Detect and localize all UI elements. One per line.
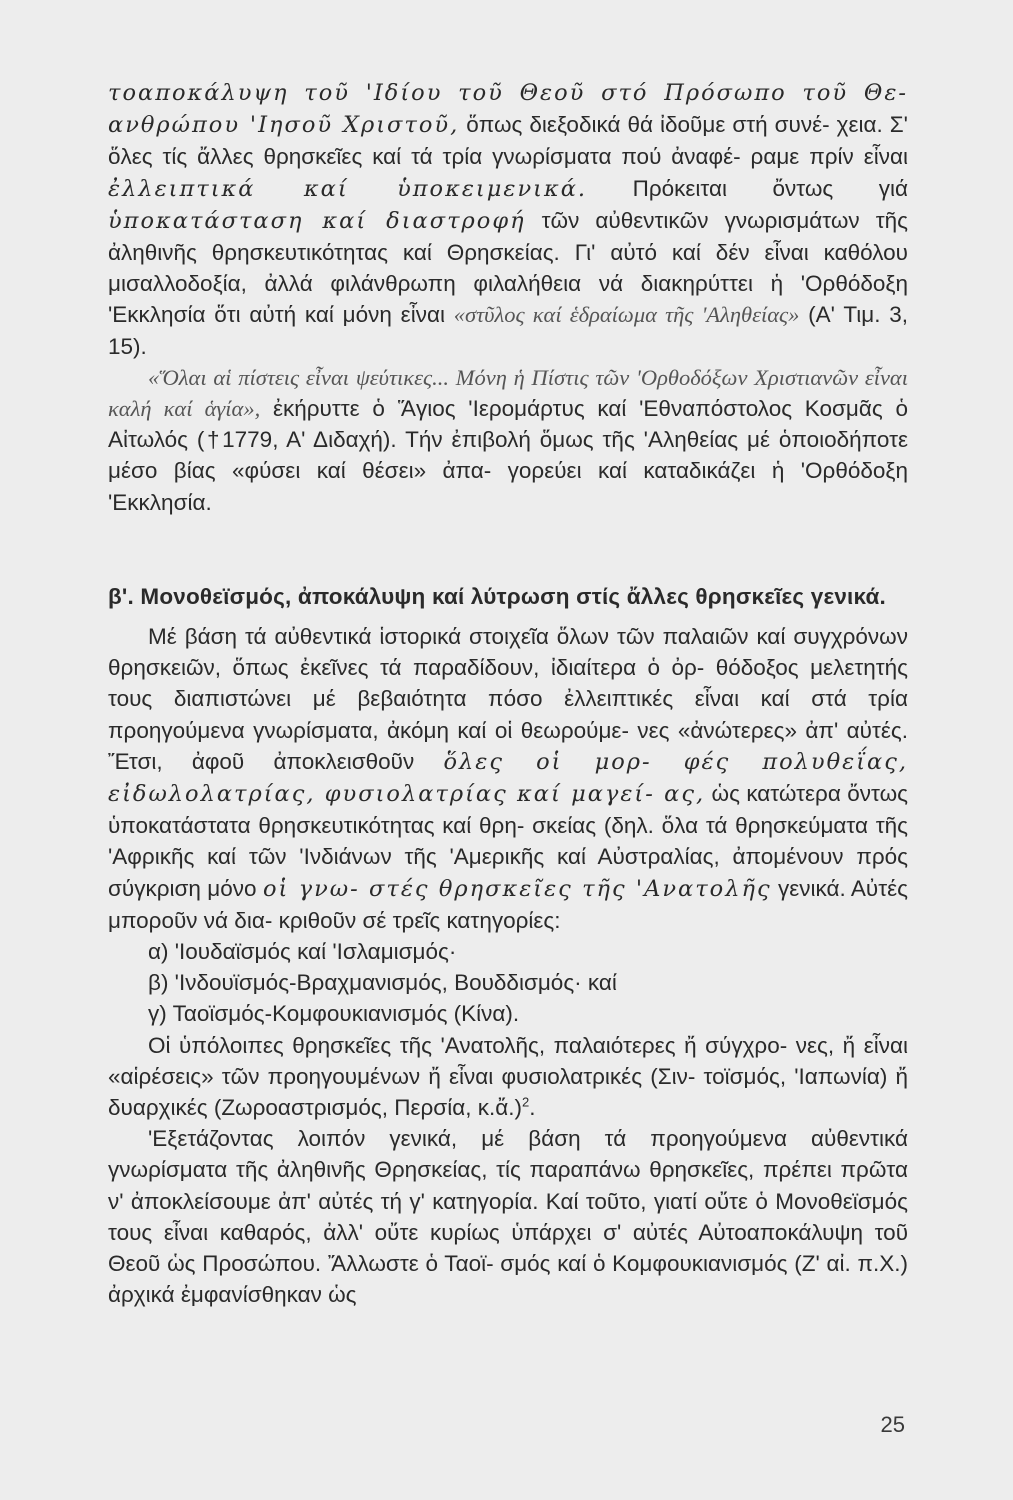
- text-block-bottom: [108, 621, 908, 1310]
- paragraph-3-text-c: γενικά. Αὐτές μποροῦν νά δια- κριθοῦν σέ τρεῖς κατηγορίες:: [108, 875, 908, 933]
- paragraph-1-text-b: Πρόκειται ὄντως γιά: [587, 175, 909, 201]
- paragraph-3-emphasis-b: οἱ γνω- στές θρησκεῖες τῆς 'Ανατολῆς: [262, 875, 772, 902]
- paragraph-1-italic-opening: τοαποκάλυψη τοῦ 'Ιδίου τοῦ Θεοῦ στό Πρόσωπο τοῦ Θε- ανθρώπου 'Ιησοῦ Χριστοῦ,: [108, 80, 908, 139]
- footnote-ref: 2: [521, 1094, 530, 1110]
- paragraph-4-text: Οἱ ὑπόλοιπες θρησκεῖες τῆς 'Ανατολῆς, παλαιότερες ἤ σύγχρο- νες, ἤ εἶναι «αἱρέσεις» τῶν προηγουμένων ἤ εἶναι φυσιολατρικές (Σιν- τοϊσμός, 'Ιαπωνία) ἤ δυαρχικές (Ζωροαστρισμός, Περσία, κ.ἄ.): [108, 1032, 908, 1121]
- paragraph-3: [108, 621, 908, 936]
- paragraph-1-emphasis-b: ὑποκατάσταση καί διαστροφή: [108, 207, 526, 234]
- paragraph-2: [108, 362, 908, 518]
- paragraph-3-emphasis-a: ὅλες οἱ μορ- φές πολυθεΐας, εἰδωλολατρίας, φυσιολατρίας καί μαγεί- ας,: [108, 748, 908, 808]
- section-heading: β'. Μονοθεϊσμός, ἀποκάλυψη καί λύτρωση στίς ἄλλες θρησκεῖες γενικά.: [108, 584, 886, 609]
- paragraph-4: [108, 1030, 908, 1124]
- paragraph-5: 'Εξετάζοντας λοιπόν γενικά, μέ βάση τά προηγούμενα αὐθεντικά γνωρίσματα τῆς ἀληθινῆς Θρησκείας, τίς παραπάνω θρησκεῖες, πρέπει πρῶτα ν' ἀποκλείσουμε ἀπ' αὐτές τή γ' κατηγορία. Καί τοῦτο, γιατί οὔτε ὁ Μονοθεϊσμός τους εἶναι καθαρός, ἀλλ' οὔτε κυρίως ὑπάρχει σ' αὐτές Αὐτοαποκάλυψη τοῦ Θεοῦ ὡς Προσώπου. Ἄλλωστε ὁ Ταοϊ- σμός καί ὁ Κομφουκιανισμός (Ζ' αἰ. π.Χ.) ἀρχικά ἐμφανίσθηκαν ὡς: [108, 1126, 908, 1308]
- paragraph-2-text: ἐκήρυττε ὁ Ἅγιος 'Ιερομάρτυς καί 'Εθναπόστολος Κοσμᾶς ὁ Αἰτωλός (†1779, Α' Διδαχή). Τήν ἐπιβολή ὅμως τῆς 'Αληθείας μέ ὁποιοδήποτε μέσο βίας «φύσει καί θέσει» ἀπα- γορεύει καί καταδικάζει ἡ 'Ορθόδοξη 'Εκκλησία.: [108, 396, 908, 515]
- page-number: 25: [880, 1412, 905, 1437]
- paragraph-1-citation: (Α' Τιμ. 3, 15).: [108, 302, 908, 359]
- paragraph-1-scripture-quote: «στῦλος καί ἑδραίωμα τῆς 'Αληθείας»: [453, 302, 800, 328]
- list-item-b: β) 'Ινδουϊσμός-Βραχμανισμός, Βουδδισμός· καί: [148, 970, 617, 996]
- paragraph-2-quote: «Ὅλαι αἱ πίστεις εἶναι ψεύτικες... Μόνη ἡ Πίστις τῶν 'Ορθοδόξων Χριστιανῶν εἶναι καλή καί ἁγία»,: [108, 364, 908, 422]
- paragraph-3-text-a: Μέ βάση τά αὐθεντικά ἱστορικά στοιχεῖα ὅλων τῶν παλαιῶν καί συγχρόνων θρησκειῶν, ὅπως ἐκεῖνες τά παραδίδουν, ἰδιαίτερα ὁ ὀρ- θόδοξος μελετητής τους διαπιστώνει μέ βεβαιότητα πόσο ἐλλειπτικές εἶναι καί στά τρία προηγούμενα γνωρίσματα, ἀκόμη καί οἱ θεωρούμε- νες «ἀνώτερες» ἀπ' αὐτές. Ἔτσι, ἀφοῦ ἀποκλεισθοῦν: [108, 624, 908, 774]
- paragraph-4-end: .: [529, 1095, 536, 1121]
- paragraph-1-text-c: τῶν αὐθεντικῶν γνωρισμάτων τῆς ἀληθινῆς θρησκευτικότητας καί Θρησκείας. Γι' αὐτό καί δέν εἶναι καθόλου μισαλλοδοξία, ἀλλά φιλάνθρωπη φιλαλήθεια νά διακηρύττει ἡ 'Ορθόδοξη 'Εκκλησία ὅτι αὐτή καί μόνη εἶναι: [108, 207, 908, 328]
- paragraph-1-emphasis-a: ἐλλειπτικά καί ὑποκειμενικά.: [108, 175, 588, 202]
- paragraph-3-text-b: ὡς κατώτερα ὄντως ὑποκατάστατα θρησκευτικότητας καί θρη- σκείας (δηλ. ὅλα τά θρησκεύματα τῆς 'Αφρικῆς καί τῶν 'Ινδιάνων τῆς 'Αμερικῆς καί Αὐστραλίας, ἀπομένουν πρός σύγκριση μόνο: [108, 781, 908, 901]
- paragraph-1-text-a: ὅπως διεξοδικά θά ἰδοῦμε στή συνέ- χεια. Σ' ὅλες τίς ἄλλες θρησκεῖες καί τά τρία γνωρίσματα πού ἀναφέ- ραμε πρίν εἶναι: [108, 112, 908, 170]
- list-item-a: α) 'Ιουδαϊσμός καί 'Ισλαμισμός·: [148, 939, 457, 965]
- list-item-c: γ) Ταοϊσμός-Κομφουκιανισμός (Κίνα).: [148, 1001, 520, 1027]
- text-block-top: [108, 77, 908, 518]
- paragraph-1: [108, 77, 908, 362]
